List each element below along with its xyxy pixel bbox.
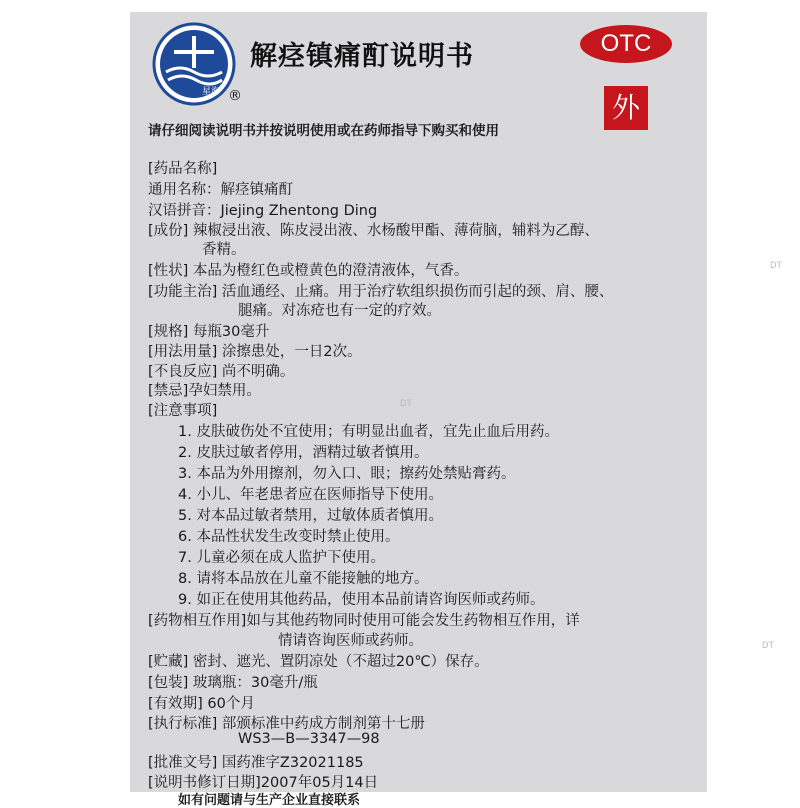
brand-logo-icon bbox=[152, 22, 236, 106]
validity: [有效期] 60个月 bbox=[148, 696, 255, 712]
interactions-line-2: 情请咨询医师或药师。 bbox=[278, 633, 423, 649]
revision-date: [说明书修订日期]2007年05月14日 bbox=[148, 775, 379, 791]
logo-text: 星海 bbox=[202, 87, 221, 97]
registered-mark: ® bbox=[228, 88, 242, 104]
adverse-reactions: [不良反应] 尚不明确。 bbox=[148, 364, 295, 380]
standard-line-1: [执行标准] 部颁标准中药成方制剂第十七册 bbox=[148, 716, 425, 732]
usage-warning: 请仔细阅读说明书并按说明使用或在药师指导下购买和使用 bbox=[148, 123, 499, 139]
specification: [规格] 每瓶30毫升 bbox=[148, 324, 270, 340]
indications-line-2: 腿痛。对冻疮也有一定的疗效。 bbox=[238, 303, 441, 319]
properties: [性状] 本品为橙红色或橙黄色的澄清液体，气香。 bbox=[148, 263, 469, 279]
standard-line-2: WS3—B—3347—98 bbox=[238, 731, 380, 747]
precautions-heading: [注意事项] bbox=[148, 403, 218, 419]
precaution-item: 8. 请将本品放在儿童不能接触的地方。 bbox=[178, 571, 429, 587]
ingredients-line-2: 香精。 bbox=[202, 242, 246, 258]
otc-badge: OTC bbox=[580, 25, 672, 63]
precaution-item: 9. 如正在使用其他药品，使用本品前请咨询医师或药师。 bbox=[178, 592, 545, 608]
common-name: 通用名称：解痉镇痛酊 bbox=[148, 182, 293, 198]
watermark: DT bbox=[770, 260, 782, 270]
document-title: 解痉镇痛酊说明书 bbox=[250, 41, 474, 72]
contact-note: 如有问题请与生产企业直接联系 bbox=[178, 793, 361, 808]
precaution-item: 1. 皮肤破伤处不宜使用；有明显出血者，宜先止血后用药。 bbox=[178, 424, 559, 440]
package: [包装] 玻璃瓶：30毫升/瓶 bbox=[148, 675, 318, 691]
interactions-line-1: [药物相互作用]如与其他药物同时使用可能会发生药物相互作用，详 bbox=[148, 613, 580, 629]
external-use-badge: 外 bbox=[604, 86, 648, 130]
precaution-item: 5. 对本品过敏者禁用，过敏体质者慎用。 bbox=[178, 508, 443, 524]
precaution-item: 6. 本品性状发生改变时禁止使用。 bbox=[178, 529, 400, 545]
pinyin-name: 汉语拼音：Jiejing Zhentong Ding bbox=[148, 203, 378, 219]
precaution-item: 3. 本品为外用擦剂，勿入口、眼；擦药处禁贴膏药。 bbox=[178, 466, 516, 482]
dosage: [用法用量] 涂擦患处，一日2次。 bbox=[148, 344, 362, 360]
watermark: DT bbox=[762, 640, 774, 650]
watermark: DT bbox=[400, 398, 412, 408]
storage: [贮藏] 密封、遮光、置阴凉处（不超过20℃）保存。 bbox=[148, 654, 489, 670]
contraindications: [禁忌]孕妇禁用。 bbox=[148, 383, 261, 399]
precaution-item: 2. 皮肤过敏者停用，酒精过敏者慎用。 bbox=[178, 445, 429, 461]
approval-number: [批准文号] 国药准字Z32021185 bbox=[148, 755, 364, 771]
ingredients-line-1: [成份] 辣椒浸出液、陈皮浸出液、水杨酸甲酯、薄荷脑，辅料为乙醇、 bbox=[148, 223, 599, 239]
drug-name-heading: [药品名称] bbox=[148, 161, 218, 177]
indications-line-1: [功能主治] 活血通经、止痛。用于治疗软组织损伤而引起的颈、肩、腰、 bbox=[148, 284, 614, 300]
precaution-item: 7. 儿童必须在成人监护下使用。 bbox=[178, 550, 385, 566]
precaution-item: 4. 小儿、年老患者应在医师指导下使用。 bbox=[178, 487, 443, 503]
